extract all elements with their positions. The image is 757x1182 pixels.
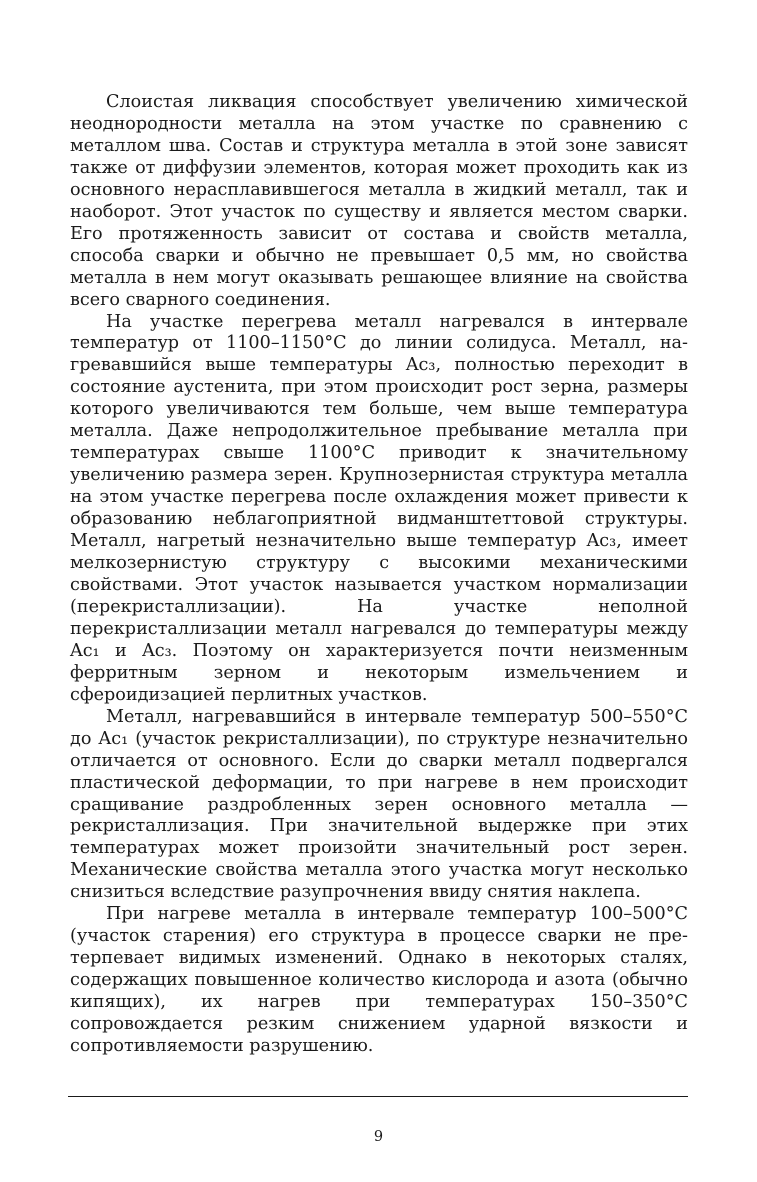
paragraph-recrystallization: Металл, нагревавшийся в интервале температур 500–550°С до Ac₁ (участок рекристаллизации), по структуре незначительно отличается от основного. Если до сварки металл подвергался пластической деформации, то при нагреве в нем происходит сращивание раздробленных зерен основного металла — рекристаллизация. При значительной выдержке при этих температурах может произойти значительный рост зерен. Механические свойства металла этого участка могут несколько снизиться вследствие разупрочнения ввиду снятия наклепа.: [70, 706, 688, 903]
body-text: [70, 92, 688, 1058]
paragraph-overheating: На участке перегрева металл нагревался в интервале температур от 1100–1150°С до линии солидуса. Металл, нагревавшийся выше температуры Ac₃, полностью переходит в состояние аустенита, при этом происходит рост зерна, размеры которого увеличиваются тем больше, чем выше температура металла. Даже непродолжительное пребывание металла при температурах свыше 1100°С приводит к значительному увеличению размера зерен. Крупнозернистая структура металла на этом участке перегрева после охлаждения может привести к образованию неблагоприятной видманштеттовой структуры. Металл, нагретый незначительно выше температур Ac₃, имеет мелкозернистую структуру с высокими механическими свойствами. Этот участок называется участком нормализации (перекристаллизации). На участке неполной перекристаллизации металл нагревался до температуры между Ac₁ и Ac₃. Поэтому он характеризуется почти неизменным ферритным зерном и некоторым измельчением и сфероидизацией перлитных участков.: [70, 311, 688, 705]
footer-rule: [68, 1096, 688, 1097]
paragraph-segregation: Слоистая ликвация способствует увеличению химической неоднородности металла на этом участке по сравнению с металлом шва. Состав и структура металла в этой зоне зависят также от диффузии элементов, которая может проходить как из основного нерасплавившегося металла в жидкий металл, так и наоборот. Этот участок по существу и является местом сварки. Его протяженность зависит от состава и свойств металла, способа сварки и обычно не превышает 0,5 мм, но свойства металла в нем могут оказывать решающее влияние на свойства всего сварного соединения.: [70, 92, 688, 310]
paragraph-aging: При нагреве металла в интервале температур 100–500°С (участок старения) его структура в процессе сварки не претерпевает видимых изменений. Однако в некоторых сталях, содержащих повышенное количество кислорода и азота (обычно кипящих), их нагрев при температурах 150–350°С сопровождается резким снижением ударной вязкости и сопротивляемости разрушению.: [70, 904, 688, 1056]
page-number: 9: [373, 1129, 384, 1145]
